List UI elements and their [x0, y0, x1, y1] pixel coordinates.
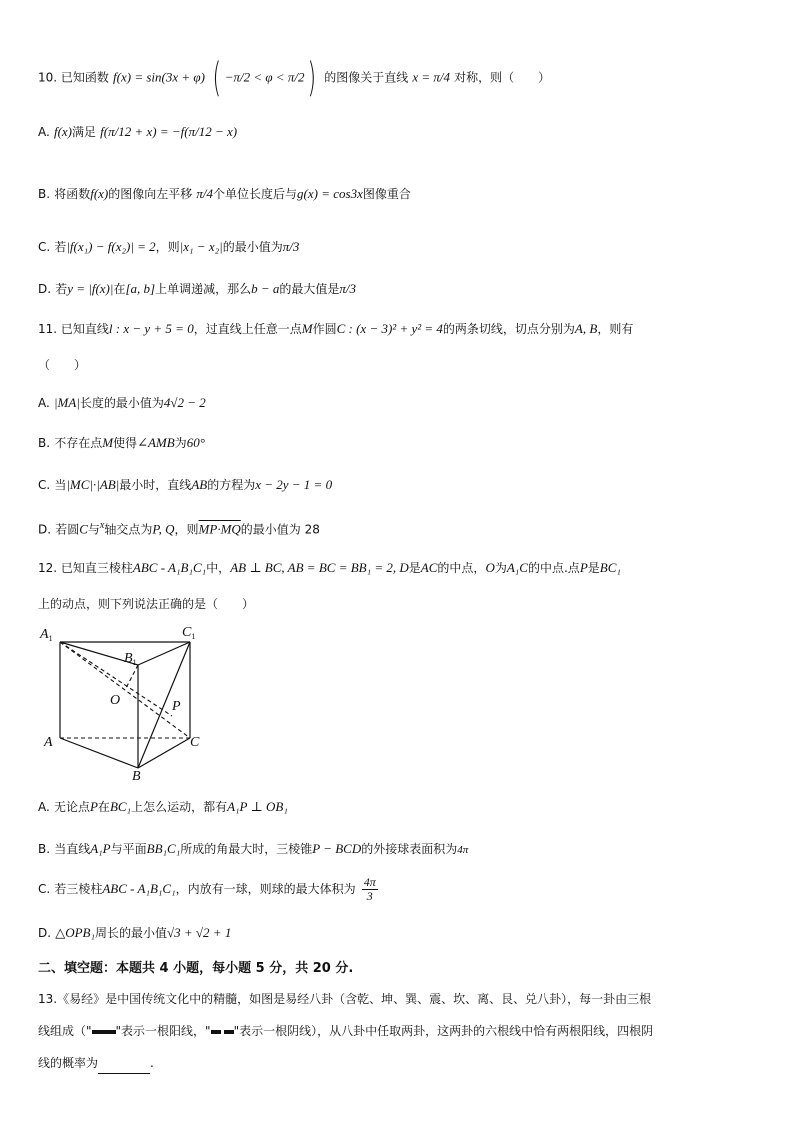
q11-option-b: B. 不存在点M使得∠AMB为60° [38, 435, 205, 450]
q11-option-c: C. 当|MC|·|AB|最小时，直线AB的方程为x − 2y − 1 = 0 [38, 477, 333, 492]
label-b1: $B_1$ [124, 651, 137, 667]
label-c1: $C_1$ [182, 625, 196, 641]
q11-option-d: D. 若圆C与$^x$轴交点为P, Q，则MP·MQ的最小值为 28 [38, 520, 320, 537]
section-heading: 二、填空题：本题共 4 小题，每小题 5 分，共 20 分. [38, 961, 354, 976]
q12-option-d: D. △OPB₁周长的最小值√3 + √2 + 1 [38, 925, 232, 940]
yin-line-icon-right [224, 1030, 234, 1034]
q13-line2: 线组成（" "表示一根阳线，" "表示一根阴线），从八卦中任取两卦，这两卦的六根线中恰有两根阳线，四根阴 [38, 1024, 654, 1038]
edge-b-c [138, 738, 190, 768]
q10-option-d: D. 若y = |f(x)|在[a, b]上单调递减，那么b − a的最大值是π/3 [38, 281, 357, 296]
q10-a-equation: f(π/12 + x) = −f(π/12 − x) [100, 124, 238, 139]
label-o: O [110, 693, 121, 708]
q13-line1: 13.《易经》是中国传统文化中的精髓，如图是易经八卦（含乾、坤、巽、震、坎、离、艮、兑八卦），每一卦由三根 [38, 992, 652, 1006]
label-a: A [44, 735, 53, 750]
q10-option-a: A. f(x)满足 f(π/12 + x) = −f(π/12 − x) [38, 124, 238, 139]
edge-a-b [60, 738, 138, 768]
q12-option-a: A. 无论点P在BC₁上怎么运动，都有A₁P ⊥ OB₁ [38, 799, 288, 814]
yin-line-icon-left [211, 1030, 221, 1034]
q11-stem: 11. 已知直线l : x − y + 5 = 0，过直线上任意一点M作圆C : (x − 3)² + y² = 4的两条切线，切点分别为A, B，则有 [38, 321, 634, 336]
q10-function: f(x) = sin(3x + φ) [113, 69, 205, 85]
q11-option-a: A. |MA|长度的最小值为4√2 − 2 [38, 395, 206, 410]
q12-stem-cont: 上的动点，则下列说法正确的是（ ） [38, 597, 255, 611]
yang-line-icon [92, 1030, 116, 1034]
q12-c-volume: $\frac{4\pi}{3}$ [363, 875, 376, 903]
q12-stem: 12. 已知直三棱柱ABC - A₁B₁C₁中，AB ⊥ BC, AB = BC = BB₁ = 2, D是AC的中点，O为A₁C的中点.点P是BC₁ [38, 560, 621, 575]
q10-axis: x = π/4 [412, 69, 451, 85]
q11-paren: （ ） [38, 358, 87, 372]
answer-blank[interactable] [98, 1059, 150, 1074]
q10-condition: −π/2 < φ < π/2 [224, 69, 305, 85]
label-b: B [132, 769, 141, 780]
prism-figure [34, 620, 214, 780]
label-c: C [190, 735, 200, 750]
q10-stem: 10. 已知函数 f(x) = sin(3x + φ) ( −π/2 < φ < π/2) 的图像关于直线 x = π/4 对称，则（ ） [38, 55, 551, 101]
q10-option-b: B. 将函数f(x)的图像向左平移 π/4个单位长度后与g(x) = cos3x图像重合 [38, 186, 411, 201]
q12-option-c: C. 若三棱柱ABC - A₁B₁C₁，内放有一球，则球的最大体积为 $\frac{4\pi}{3}$ [38, 875, 376, 903]
label-a1: $A_1$ [40, 627, 53, 643]
q13-line3: 线的概率为 . [38, 1052, 154, 1074]
label-p: P [172, 699, 181, 714]
q12-option-b: B. 当直线A₁P与平面BB₁C₁所成的角最大时，三棱锥P − BCD的外接球表面积为4π [38, 841, 469, 856]
q10-option-c: C. 若|f(x₁) − f(x₂)| = 2，则|x₁ − x₂|的最小值为π/3 [38, 239, 300, 254]
